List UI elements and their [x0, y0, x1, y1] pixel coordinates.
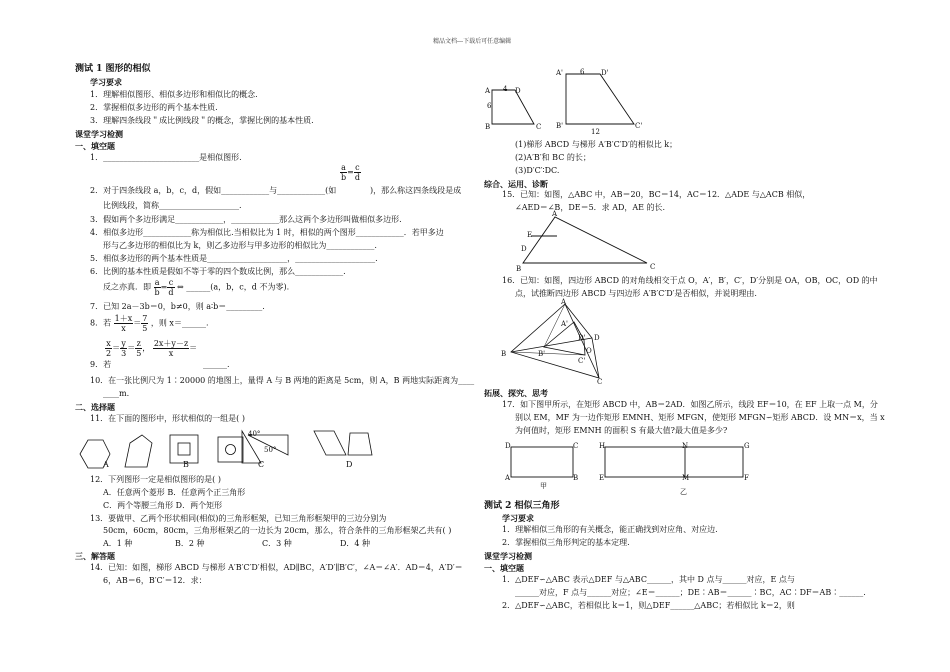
pentagon-shape — [125, 435, 152, 467]
q16-label-C2: C' — [578, 357, 586, 365]
q17-label-A: A — [505, 474, 511, 482]
q2-fraction: $\frac{a}{b}$ = $\frac{c}{d}$ — [341, 163, 360, 182]
question-12: 12．下列图形一定是相似图形的是( ) — [90, 475, 221, 484]
q16-label-D: D — [594, 334, 600, 342]
trap-big-C: C' — [635, 122, 643, 130]
question-12-options-2: C．两个等腰三角形 D．两个矩形 — [103, 501, 223, 510]
trap-small-C: C — [536, 123, 542, 131]
trap-small-left-length: 6 — [487, 102, 492, 110]
question-1: 1．________________________是相似图形. — [90, 153, 242, 162]
question-10-line-2: ____m. — [103, 389, 130, 398]
question-14-line-2: 6，AB＝6，B′C′＝12．求： — [103, 576, 207, 585]
question-17-line-3: 为何值时，矩形 EMNH 的面积 S 有最大值?最大值是多少? — [515, 426, 728, 435]
q14-part-2: (2)A′B′和 BC 的长； — [515, 153, 591, 162]
trap-small-top-length: 4 — [503, 85, 508, 93]
trap-big-D: D' — [601, 69, 609, 77]
question-15-line-1: 15．已知：如图，△ABC 中，AB＝20，BC＝14，AC＝12．△ADE 与△ACB 相似， — [502, 190, 811, 199]
question-15-line-2: ∠AED＝∠B，DE＝5．求 AD，AE 的长. — [515, 203, 666, 212]
question-13-option-c: C．3 种 — [262, 539, 292, 548]
question-10-line-1: 10．在一张比例尺为 1∶20000 的地图上，量得 A 与 B 两地的距离是 5cm，则 A，B 两地实际距离为____ — [90, 376, 475, 385]
angle-50-label: 50° — [264, 446, 277, 454]
question-2-line-2: 比例线段，简称____________________. — [103, 201, 242, 210]
t2-question-1-line-1: 1．△DEF∽△ABC 表示△DEF 与△ABC______，其中 D 点与______对应，E 点与 — [502, 575, 795, 584]
requirement-item: 3．理解四条线段＂成比例线段＂的概念，掌握比例的基本性质. — [90, 116, 314, 125]
fill-blank-heading-2: 一、填空题 — [484, 563, 524, 573]
trap-small-B: B — [485, 123, 491, 131]
question-17-line-2: 别以 EM，MF 为一边作矩形 EMNH、矩形 MFGN，使矩形 MFGN∽矩形 ABCD．设 MN＝x，当 x — [515, 413, 885, 422]
trap-big-bottom-length: 12 — [591, 128, 600, 136]
q17-label-E: E — [599, 474, 605, 482]
question-8: 8．若 $\frac{1+x}{x}$ ＝ $\frac{7}{5}$ ，则 x＝______. — [90, 314, 209, 333]
question-13-option-a: A．1 种 — [103, 539, 133, 548]
question-13-line-2: 50cm，60cm，80cm，三角形框架乙的一边长为 20cm，那么，符合条件的三角形框架乙共有( ) — [103, 526, 452, 535]
q17-label-F: F — [744, 474, 749, 482]
multiple-choice-heading: 二、选择题 — [75, 402, 115, 412]
fill-blank-heading: 一、填空题 — [75, 141, 115, 151]
trapezoid-left-shape — [314, 431, 346, 455]
q17-caption-jia: 甲 — [540, 482, 547, 490]
question-6: 6．比例的基本性质是假如不等于零的四个数成比例，那么____________. — [90, 267, 346, 276]
question-7: 7．已知 2a－3b＝0，b≠0，则 a∶b＝_________. — [90, 302, 265, 311]
trap-big-top-length: 6 — [580, 68, 585, 76]
option-c-label: C — [258, 460, 265, 469]
comprehensive-heading: 综合、运用、诊断 — [484, 179, 548, 189]
classroom-test-heading: 课堂学习检测 — [75, 129, 123, 139]
option-a-label: A — [103, 460, 109, 469]
answer-questions-heading: 三、解答题 — [75, 551, 115, 561]
question-5: 5．相似多边形的两个基本性质是____________________，____________________. — [90, 254, 378, 263]
q15-label-C: C — [650, 263, 656, 271]
square-outer-shape — [170, 435, 198, 463]
q14-part-3: (3)D′C′∶DC. — [515, 166, 560, 175]
t2-question-1-line-2: ______对应，F 点与______对应；∠E＝______；DE∶AB＝______∶BC，AC∶DF＝AB∶______. — [515, 588, 866, 597]
trap-big-A: A' — [556, 69, 563, 77]
q16-label-D2: D' — [578, 334, 586, 342]
extension-heading: 拓展、探究、思考 — [484, 388, 548, 398]
option-b-label: B — [183, 460, 189, 469]
test1-title: 测试 1 图形的相似 — [75, 64, 151, 74]
q15-triangle-figure — [517, 213, 657, 273]
square-inner-shape — [178, 443, 190, 455]
requirement-item: 2．掌握相似多边形的两个基本性质. — [90, 103, 218, 112]
q15-label-E: E — [527, 231, 533, 239]
q16-label-C: C — [597, 378, 603, 386]
q17-label-G: G — [744, 442, 750, 450]
circle-shape — [226, 445, 236, 455]
question-2-line-1: 2．对于四条线段 a，b，c，d，假如____________与____________(如 — [90, 186, 337, 195]
study-requirements-heading-2: 学习要求 — [502, 513, 534, 523]
q16-label-A2: A' — [561, 320, 568, 328]
q17-label-D: D — [505, 442, 511, 450]
classroom-test-heading-2: 课堂学习检测 — [484, 551, 532, 561]
trap-big-B: B' — [556, 122, 564, 130]
q16-label-A: A — [561, 298, 567, 306]
question-4-line-2: 形与乙多边形的相似比为 k，则乙多边形与甲多边形的相似比为____________. — [103, 241, 377, 250]
q14-trapezoids-figure — [482, 62, 652, 134]
requirement2-item: 1．理解相似三角形的有关概念，能正确找到对应角、对应边. — [502, 525, 718, 534]
q15-label-A: A — [552, 210, 558, 218]
q14-part-1: (1)梯形 ABCD 与梯形 A′B′C′D′的相似比 k； — [515, 140, 678, 149]
q17-label-N: N — [682, 442, 689, 450]
q17-label-B: B — [573, 474, 579, 482]
q16-label-B2: B' — [538, 350, 546, 358]
option-d-label: D — [346, 460, 353, 469]
question-17-line-1: 17．如下图甲所示，在矩形 ABCD 中，AB＝2AD．如图乙所示，线段 EF＝10，在 EF 上取一点 M，分 — [502, 400, 878, 409]
question-13-option-b: B．2 种 — [175, 539, 205, 548]
page-header: 精品文档---下载后可任意编辑 — [433, 38, 512, 45]
trapezoid-right-shape — [348, 433, 372, 455]
question-14-line-1: 14．已知：如图，梯形 ABCD 与梯形 A′B′C′D′相似，AD∥BC，A′D′∥B′C′，∠A＝∠A′．AD＝4，A′D′＝ — [90, 563, 463, 572]
study-requirements-heading: 学习要求 — [90, 77, 122, 87]
trap-small-A: A — [485, 87, 491, 95]
question-6-converse: 反之亦真．即 $\frac{a}{b}$ = $\frac{c}{d}$ ⇔ ______(a，b，c，d 不为零). — [103, 278, 290, 297]
question-3: 3．假如两个多边形满足____________，____________那么这两个多边形叫做相似多边形. — [90, 215, 402, 224]
requirement2-item: 2．掌握相似三角形判定的基本定理. — [502, 538, 630, 547]
question-9-label: 9．若 — [90, 360, 112, 369]
q17-label-H: H — [599, 442, 606, 450]
question-11: 11．在下面的图形中，形状相似的一组是( ) — [90, 414, 245, 423]
question-16-line-1: 16．已知：如图，四边形 ABCD 的对角线相交于点 O，A′，B′，C′，D′分别是 OA，OB，OC，OD 的中 — [502, 276, 878, 285]
square-right-shape — [218, 437, 243, 462]
angle-40-label: 40° — [248, 430, 261, 438]
test2-title: 测试 2 相似三角形 — [484, 501, 560, 511]
question-2-line-1b: )，那么称这四条线段是成 — [370, 186, 462, 195]
q17-label-C: C — [573, 442, 579, 450]
question-16-line-2: 点，试推断四边形 ABCD 与四边形 A′B′C′D′是否相似，并说明理由. — [515, 289, 757, 298]
q17-label-M: M — [682, 474, 690, 482]
trap-small-D: D — [515, 87, 521, 95]
q15-label-B: B — [516, 265, 522, 273]
question-13-option-d: D．4 种 — [340, 539, 371, 548]
question-4-line-1: 4．相似多边形____________称为相似比.当相似比为 1 时，相似的两个图形____________．若甲多边 — [90, 228, 444, 237]
requirement-item: 1．理解相似图形、相似多边形和相似比的概念. — [90, 90, 258, 99]
q17-caption-yi: 乙 — [680, 488, 687, 496]
q16-label-B: B — [501, 350, 507, 358]
question-9-equation: $\frac{x}{2}$ ＝ $\frac{y}{3}$ ＝ $\frac{z}{5}$ ， $\frac{2x+y-z}{x}$ ＝ — [106, 339, 198, 358]
t2-question-2: 2．△DEF∽△ABC，若相似比 k＝1，则△DEF______△ABC；若相似比 k＝2，则 — [502, 601, 795, 610]
q16-label-O: O — [586, 347, 592, 355]
question-12-options-1: A．任意两个菱形 B．任意两个正三角形 — [103, 488, 246, 497]
q15-label-D: D — [521, 245, 527, 253]
question-13-line-1: 13．要做甲、乙两个形状相同(相似)的三角形框架，已知三角形框架甲的三边分别为 — [90, 514, 387, 523]
q17-rectangles-figure — [505, 444, 765, 484]
question-9-blank: ______. — [203, 360, 230, 369]
